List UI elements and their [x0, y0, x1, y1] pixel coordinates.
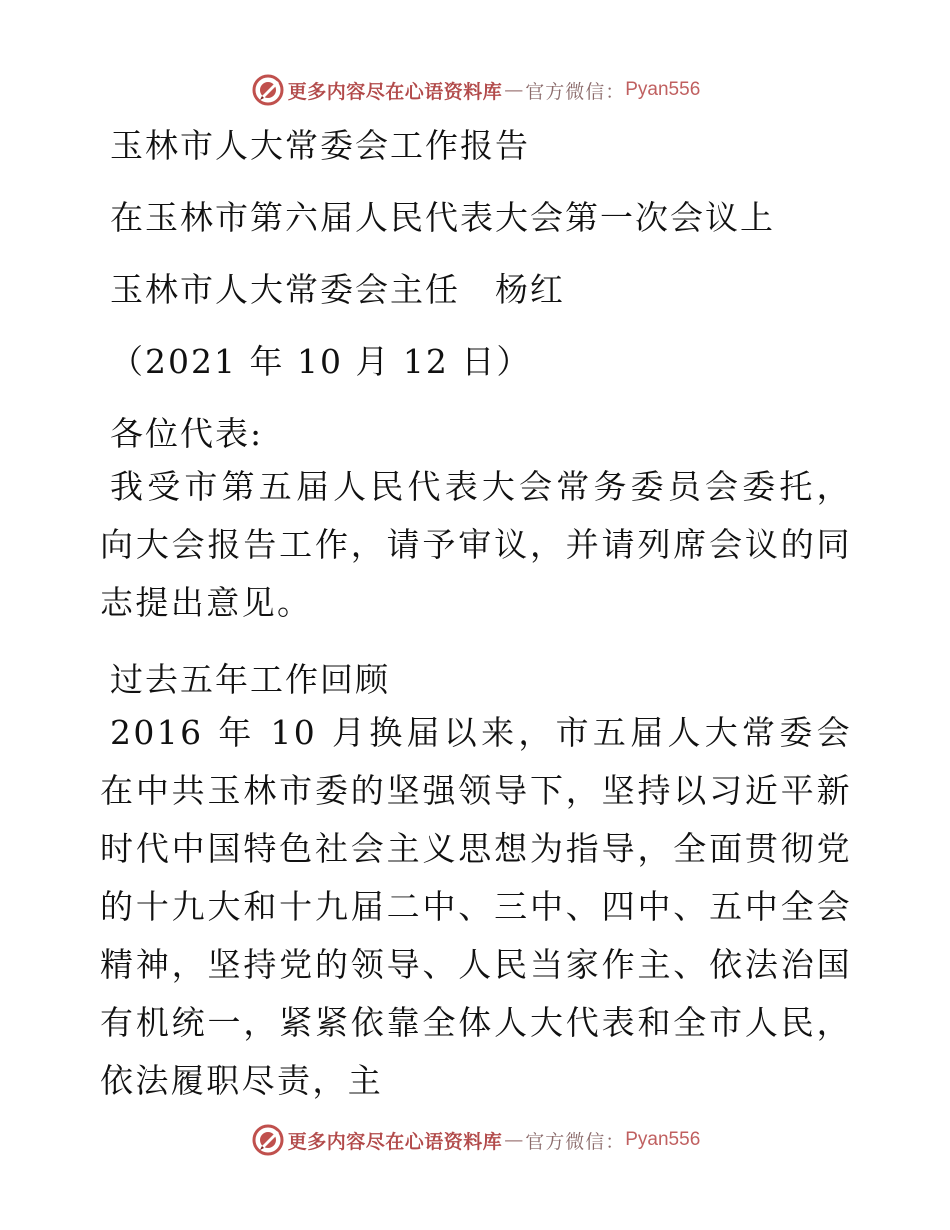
document-body: [100, 122, 852, 1110]
watermark-dash: —: [504, 79, 524, 101]
document-title: 玉林市人大常委会工作报告: [110, 126, 530, 165]
watermark-wechat-id: Pyan556: [625, 1129, 701, 1150]
document-salutation: 各位代表:: [110, 414, 264, 453]
watermark-wechat-label: 官方微信：: [525, 80, 626, 103]
watermark-wechat-label: 官方微信：: [525, 1130, 626, 1153]
watermark-wechat-id: Pyan556: [625, 79, 701, 100]
watermark-footer: [0, 1120, 950, 1160]
body-paragraph: 2016 年 10 月换届以来，市五届人大常委会在中共玉林市委的坚强领导下，坚持以习近平新时代中国特色社会主义思想为指导，全面贯彻党的十九大和十九届二中、三中、四中、五中全会精神，坚持党的领导、人民当家作主、依法治国有机统一，紧紧依靠全体人大代表和全市人民，依法履职尽责，主: [100, 713, 852, 1100]
section-heading: 过去五年工作回顾: [110, 660, 390, 699]
pen-logo-icon: [250, 72, 286, 108]
pen-logo-icon: [250, 1122, 286, 1158]
document-subtitle: 在玉林市第六届人民代表大会第一次会议上: [110, 198, 775, 237]
watermark-header: [0, 70, 950, 110]
watermark-main-text: 更多内容尽在心语资料库: [287, 1130, 503, 1153]
document-date: （2021 年 10 月 12 日）: [110, 342, 532, 381]
watermark-main-text: 更多内容尽在心语资料库: [287, 80, 503, 103]
intro-paragraph: 我受市第五届人民代表大会常务委员会委托，向大会报告工作，请予审议，并请列席会议的同志提出意见。: [100, 467, 852, 622]
document-author: 玉林市人大常委会主任 杨红: [110, 270, 565, 309]
watermark-dash: —: [504, 1129, 524, 1151]
